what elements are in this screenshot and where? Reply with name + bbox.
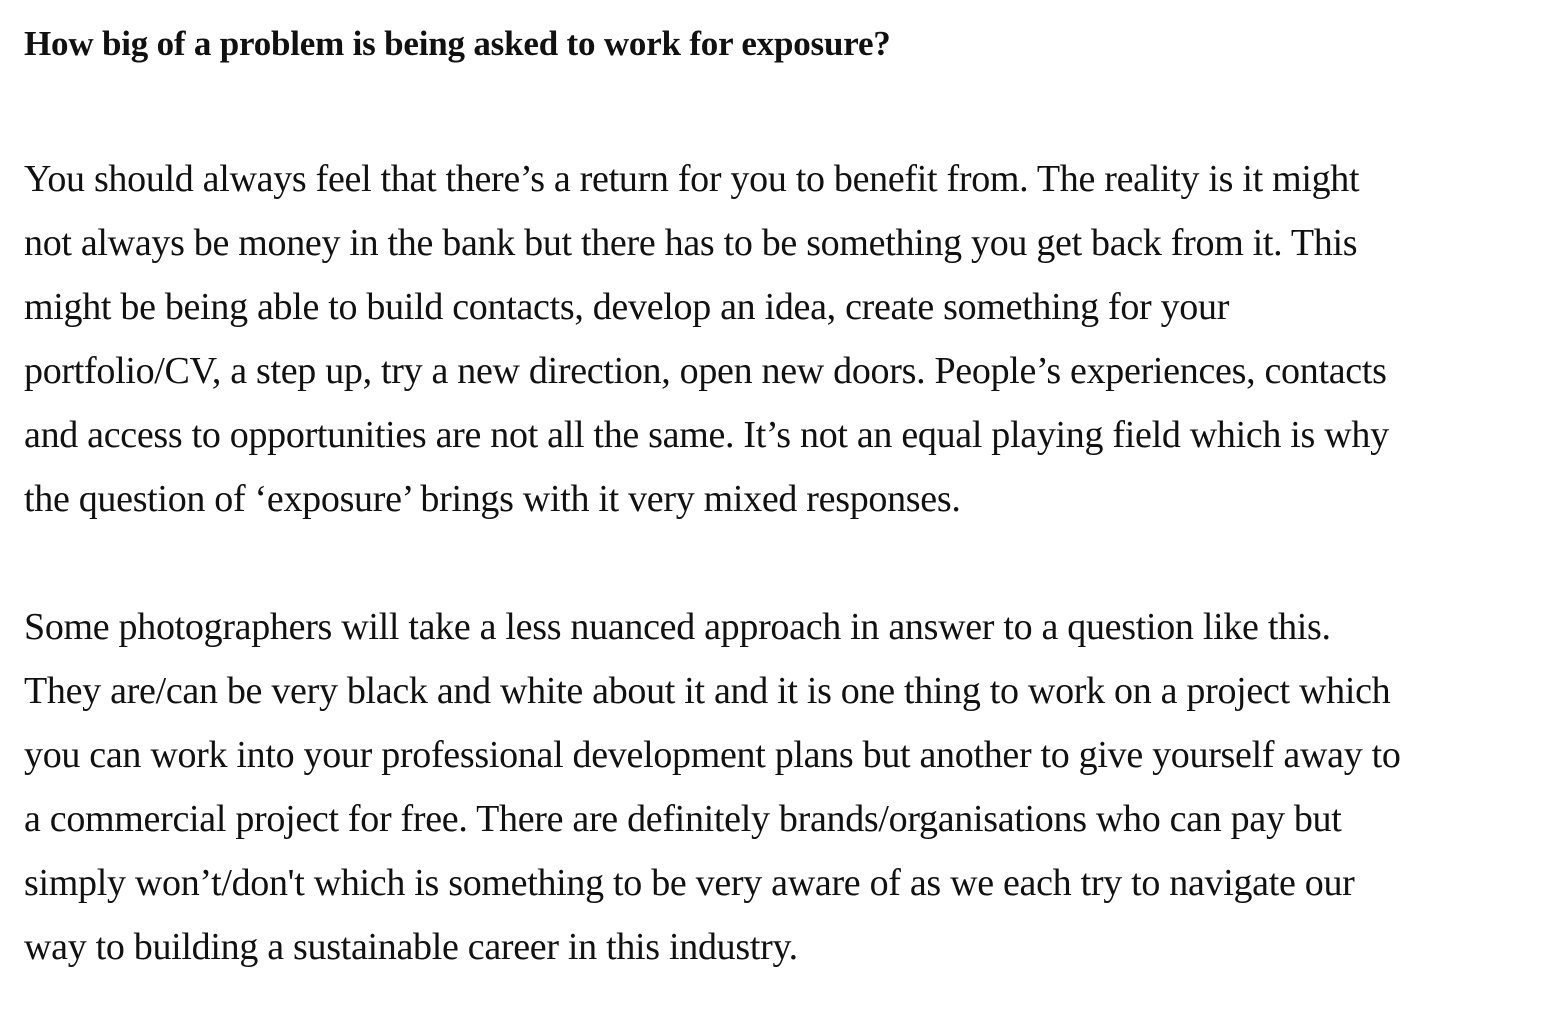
- article-body: [24, 18, 1524, 979]
- paragraph-line: might be being able to build contacts, develop an idea, create something for your: [24, 286, 1230, 328]
- paragraph-photographers-approach: [24, 595, 1524, 979]
- paragraph-line: They are/can be very black and white about it and it is one thing to work on a project which: [24, 670, 1391, 712]
- paragraph-line: portfolio/CV, a step up, try a new direction, open new doors. People’s experiences, contacts: [24, 350, 1387, 392]
- paragraph-line: way to building a sustainable career in this industry.: [24, 926, 798, 968]
- paragraph-exposure-return: [24, 147, 1524, 531]
- paragraph-line: and access to opportunities are not all the same. It’s not an equal playing field which is why: [24, 414, 1389, 456]
- paragraph-line: the question of ‘exposure’ brings with it very mixed responses.: [24, 478, 961, 520]
- paragraph-line: you can work into your professional development plans but another to give yourself away to: [24, 734, 1401, 776]
- paragraph-line: a commercial project for free. There are definitely brands/organisations who can pay but: [24, 798, 1342, 840]
- paragraph-line: Some photographers will take a less nuanced approach in answer to a question like this.: [24, 606, 1331, 648]
- spacer: [24, 70, 1524, 147]
- spacer: [24, 531, 1524, 595]
- paragraph-line: simply won’t/don't which is something to be very aware of as we each try to navigate our: [24, 862, 1355, 904]
- paragraph-line: not always be money in the bank but there has to be something you get back from it. This: [24, 222, 1358, 264]
- paragraph-line: You should always feel that there’s a return for you to benefit from. The reality is it might: [24, 158, 1360, 200]
- section-heading: How big of a problem is being asked to work for exposure?: [24, 24, 891, 63]
